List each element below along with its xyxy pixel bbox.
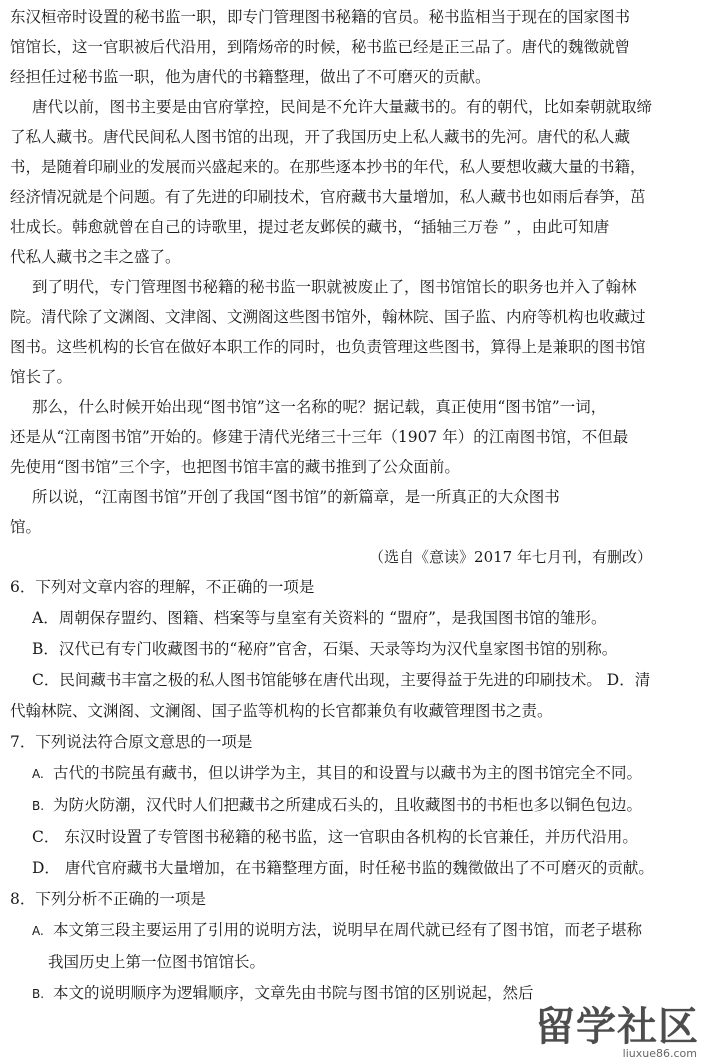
option-c: C．民间藏书丰富之极的私人图书馆能够在唐代出现，主要得益于先进的印刷技术。 D．清: [32, 671, 651, 689]
text-line: 馆馆长，这一官职被后代沿用，到隋炀帝的时候，秘书监已经是正三品了。唐代的魏徵就曾: [10, 38, 631, 56]
text-line: 了私人藏书。唐代民间私人图书馆的出现，开了我国历史上私人藏书的先河。唐代的私人藏: [10, 128, 631, 146]
text-line: 东汉桓帝时设置的秘书监一职，即专门管理图书秘籍的官员。秘书监相当于现在的国家图书: [10, 8, 631, 26]
text-line: 代私人藏书之丰之盛了。: [10, 248, 181, 266]
option-b: B．汉代已有专门收藏图书的“秘府”官舍，石渠、天录等均为汉代皇家图书馆的别称。: [32, 640, 618, 658]
option-text: 本文的说明顺序为逻辑顺序，文章先由书院与图书馆的区别说起，然后: [52, 984, 534, 1002]
option-label: B.: [32, 799, 45, 813]
text-line: 所以说，“江南图书馆”开创了我国“图书馆”的新篇章，是一所真正的大众图书: [32, 488, 560, 506]
option-a-continued: 我国历史上第一位图书馆馆长。: [48, 953, 266, 971]
option-a: [10, 758, 700, 790]
watermark-url: liuxue86.com: [622, 1047, 697, 1060]
text-line: 那么，什么时候开始出现“图书馆”这一名称的呢？据记载，真正使用“图书馆”一词，: [32, 398, 607, 416]
article-source: （选自《意读》2017 年七月刊，有删改）: [369, 548, 652, 566]
option-label: D．: [32, 859, 60, 877]
option-text: 本文第三段主要运用了引用的说明方法，说明早在周代就已经有了图书馆，而老子堪称: [52, 921, 642, 939]
text-line: 院。清代除了文渊阁、文津阁、文溯阁这些图书馆外，翰林院、国子监、内府等机构也收藏过: [10, 308, 646, 326]
option-text: 东汉时设置了专管图书秘籍的秘书监，这一官职由各机构的长官兼任，并历代沿用。: [64, 828, 638, 846]
text-line: 图书。这些机构的长官在做好本职工作的同时，也负责管理这些图书，算得上是兼职的图书馆: [10, 338, 646, 356]
article-paragraph-4: [10, 392, 700, 482]
article-paragraph-1: [10, 2, 700, 92]
article-paragraph-2: [10, 92, 700, 272]
question-stem: 8．下列分析不正确的一项是: [10, 890, 206, 908]
text-line: 经担任过秘书监一职，他为唐代的书籍整理，做出了不可磨灭的贡献。: [10, 68, 491, 86]
site-watermark: [529, 1002, 699, 1060]
text-line: 先使用“图书馆”三个字，也把图书馆丰富的藏书推到了公众面前。: [10, 458, 460, 476]
option-c: [10, 822, 700, 853]
option-text: 为防火防潮，汉代时人们把藏书之所建成石头的，且收藏图书的书柜也多以铜色包边。: [52, 796, 642, 814]
option-label: B.: [32, 987, 45, 1001]
text-line: 到了明代，专门管理图书秘籍的秘书监一职就被废止了，图书馆馆长的职务也并入了翰林: [32, 278, 637, 296]
question-stem: 6．下列对文章内容的理解，不正确的一项是: [10, 578, 315, 596]
article-paragraph-3: [10, 272, 700, 392]
text-line: 壮成长。韩愈就曾在自己的诗歌里，提过老友邺侯的藏书，“插轴三万卷 ” ，由此可知唐: [10, 218, 610, 236]
option-d: 代翰林院、文渊阁、文澜阁、国子监等机构的长官都兼负有收藏管理图书之责。: [10, 702, 553, 720]
option-b: [10, 790, 700, 822]
option-a: [10, 915, 700, 947]
exam-page: [10, 2, 700, 1010]
option-label: A.: [32, 924, 44, 938]
option-text: 古代的书院虽有藏书，但以讲学为主，其目的和设置与以藏书为主的图书馆完全不同。: [52, 764, 642, 782]
option-label: A.: [32, 767, 44, 781]
question-6: [10, 572, 700, 727]
text-line: 经济情况就是个问题。有了先进的印刷技术，官府藏书大量增加，私人藏书也如雨后春笋，茁: [10, 188, 646, 206]
option-text: 唐代官府藏书大量增加，在书籍整理方面，时任秘书监的魏徵做出了不可磨灭的贡献。: [64, 859, 654, 877]
question-7: [10, 727, 700, 884]
text-line: 书，是随着印刷业的发展而兴盛起来的。在那些逐本抄书的年代，私人要想收藏大量的书籍，: [10, 158, 646, 176]
question-8: [10, 884, 700, 1010]
text-line: 还是从“江南图书馆”开始的。修建于清代光绪三十三年（1907 年）的江南图书馆，不但最: [10, 428, 629, 446]
text-line: 馆。: [10, 518, 42, 536]
option-d: [10, 853, 700, 884]
text-line: 馆长了。: [10, 368, 73, 386]
text-line: 唐代以前，图书主要是由官府掌控，民间是不允许大量藏书的。有的朝代，比如秦朝就取缔: [32, 98, 653, 116]
article-paragraph-5: [10, 482, 700, 542]
option-a: A．周朝保存盟约、图籍、档案等与皇室有关资料的 “盟府”，是我国图书馆的雏形。: [32, 609, 607, 627]
question-stem: 7．下列说法符合原文意思的一项是: [10, 733, 253, 751]
watermark-logo: 留学社区: [535, 1004, 699, 1050]
option-label: C．: [32, 828, 60, 846]
